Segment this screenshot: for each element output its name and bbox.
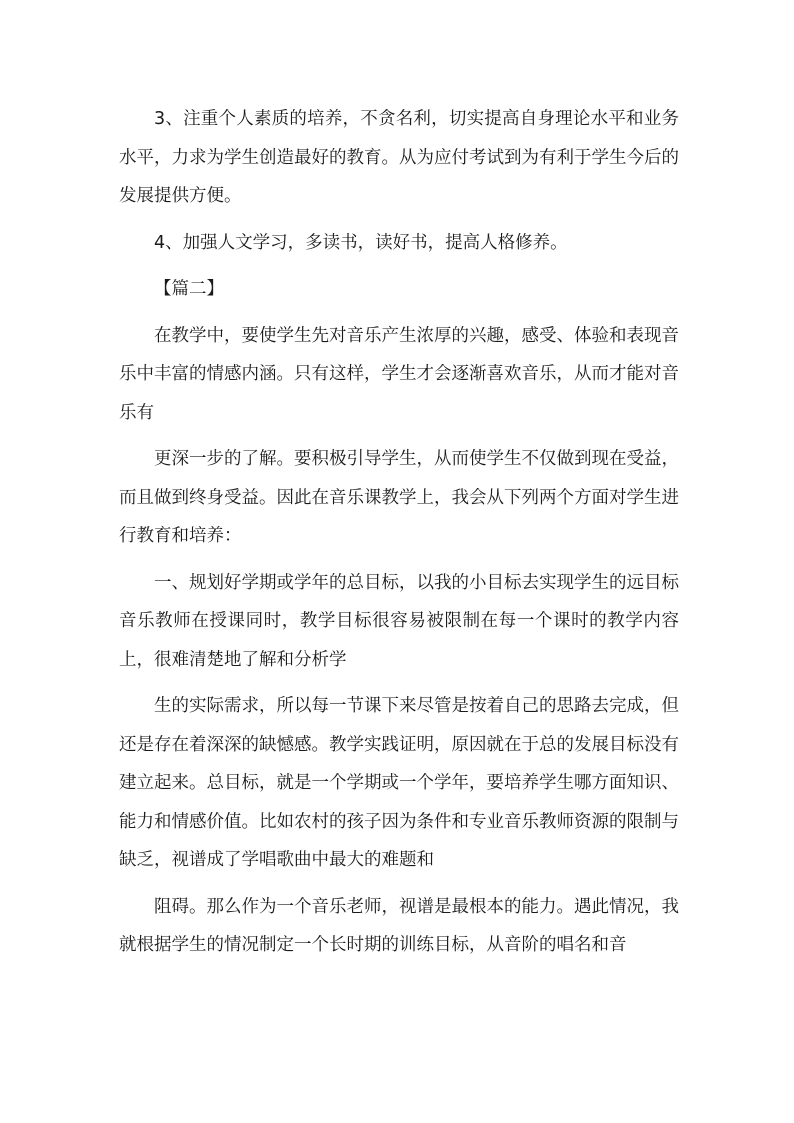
paragraph-7: 阻碍。那么作为一个音乐老师，视谱是最根本的能力。遇此情况，我就根据学生的情况制定一个长时期的训练目标，从音阶的唱名和音 [119,896,679,955]
paragraph-3: 在教学中，要使学生先对音乐产生浓厚的兴趣，感受、体验和表现音乐中丰富的情感内涵。只有这样，学生才会逐渐喜欢音乐，从而才能对音乐有 [119,325,679,423]
paragraph-4: 更深一步的了解。要积极引导学生，从而使学生不仅做到现在受益，而且做到终身受益。因此在音乐课教学上，我会从下列两个方面对学生进行教育和培养： [119,449,679,546]
paragraph-2: 4、加强人文学习，多读书，读好书，提高人格修养。 [154,232,568,253]
paragraph-6: 生的实际需求，所以每一节课下来尽管是按着自己的思路去完成，但还是存在着深深的缺憾感。教学实践证明，原因就在于总的发展目标没有建立起来。总目标，就是一个学期或一个学年，要培养学生哪方面知识、能力和情感价值。比如农村的孩子因为条件和专业音乐教师资源的限制与缺乏，视谱成了学唱歌曲中最大的难题和 [119,696,679,870]
document-body [119,100,679,973]
paragraph-1: 3、注重个人素质的培养，不贪名利，切实提高自身理论水平和业务水平，力求为学生创造最好的教育。从为应付考试到为有利于学生今后的发展提供方便。 [119,109,679,206]
paragraph-5: 一、规划好学期或学年的总目标，以我的小目标去实现学生的远目标音乐教师在授课同时，教学目标很容易被限制在每一个课时的教学内容上，很难清楚地了解和分析学 [119,572,679,670]
section-heading: 【篇二】 [154,279,224,299]
